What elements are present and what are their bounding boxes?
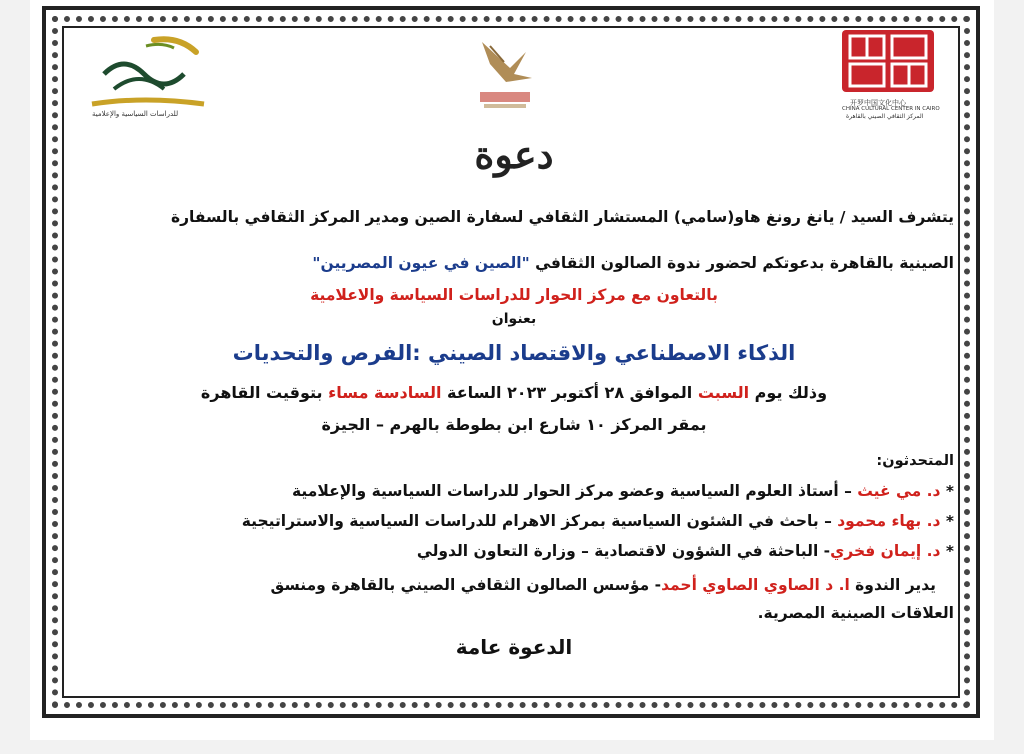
speaker-2-name: د. بهاء محمود: [837, 512, 941, 530]
date-line: [74, 382, 954, 404]
subject-label: بعنوان: [491, 311, 537, 327]
moderator-desc: - مؤسس الصالون الثقافي الصيني بالقاهرة ومنسق: [270, 576, 662, 594]
moderator-line-2: العلاقات الصينية المصرية.: [757, 604, 954, 622]
time-text: السادسة مساء: [328, 383, 442, 402]
moderator-name: ا. د الصاوي الصاوي أحمد: [661, 576, 850, 594]
invitation-title: دعوة: [474, 132, 554, 177]
speaker-3-name: د. إيمان فخري: [830, 542, 941, 560]
speaker-2: [74, 510, 954, 532]
date-prefix: وذلك يوم: [749, 383, 828, 402]
venue-line: بمقر المركز ١٠ شارع ابن بطوطة بالهرم – الجيزة: [321, 415, 707, 434]
invitation-content: [74, 24, 954, 704]
timezone-text: بتوقيت القاهرة: [200, 383, 329, 402]
speaker-3-desc: - الباحثة في الشؤون لاقتصادية – وزارة التعاون الدولي: [416, 542, 831, 560]
china-cultural-center-logo: [828, 28, 948, 120]
speaker-1-name: د. مي غيث: [857, 482, 941, 500]
open-invitation: الدعوة عامة: [455, 635, 573, 659]
moderator-line: [74, 574, 936, 596]
seminar-title: الذكاء الاصطناعي والاقتصاد الصيني :الفرص والتحديات: [232, 341, 796, 365]
speaker-1-bullet: *: [940, 482, 954, 500]
eagle-logo: [470, 34, 540, 112]
ccc-caption-en: CHINA CULTURAL CENTER IN CAIRO: [842, 106, 940, 112]
invitation-page: [30, 0, 994, 740]
cooperation-line: بالتعاون مع مركز الحوار للدراسات السياسة والاعلامية: [310, 286, 718, 304]
speaker-2-bullet: *: [940, 512, 954, 530]
speakers-heading: المتحدثون:: [876, 453, 954, 469]
day-name: السبت: [697, 383, 750, 402]
host-line: يتشرف السيد / يانغ رونغ هاو(سامي) المستشار الثقافي لسفارة الصين ومدير المركز الثقافي بالسفارة: [170, 208, 954, 226]
invitation-line: [74, 252, 954, 274]
speaker-3: [74, 540, 954, 562]
salon-name: "الصين في عيون المصريين": [312, 254, 530, 272]
date-text: الموافق ٢٨ أكتوبر ٢٠٢٣ الساعة: [441, 383, 698, 402]
speaker-1-desc: – أستاذ العلوم السياسية وعضو مركز الحوار للدراسات السياسية والإعلامية: [292, 482, 858, 500]
speaker-2-desc: – باحث في الشئون السياسية بمركز الاهرام للدراسات السياسية والاستراتيجية: [241, 512, 838, 530]
hewar-center-logo: [84, 34, 209, 120]
speaker-3-bullet: *: [940, 542, 954, 560]
ccc-caption-cn: 开罗中国文化中心: [850, 99, 906, 107]
hewar-logo-caption: للدراسات السياسية والإعلامية: [92, 110, 179, 118]
speaker-1: [74, 480, 954, 502]
invitation-text: الصينية بالقاهرة بدعوتكم لحضور ندوة الصالون الثقافي: [529, 254, 954, 272]
moderator-prefix: يدير الندوة: [849, 576, 936, 594]
ccc-caption-ar: المركز الثقافي الصيني بالقاهرة: [846, 113, 924, 120]
